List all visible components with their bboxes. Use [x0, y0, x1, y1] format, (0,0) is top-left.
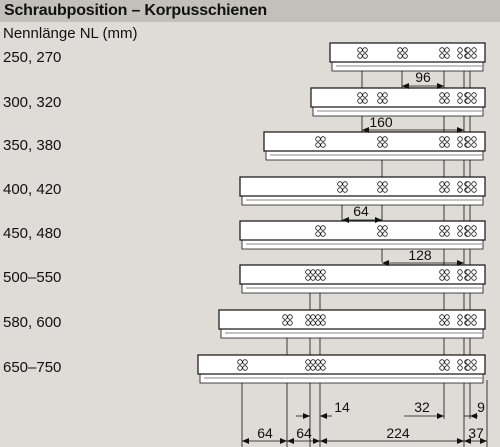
- screw-hole: [306, 315, 311, 320]
- screw-hole: [383, 226, 388, 231]
- screw-hole: [316, 315, 321, 320]
- screw-hole: [472, 276, 477, 281]
- dim-9: 9: [477, 399, 485, 415]
- dim-37: 37: [468, 425, 484, 441]
- screw-hole: [466, 143, 471, 148]
- screw-hole: [383, 93, 388, 98]
- screw-hole: [458, 143, 463, 148]
- screw-hole: [445, 321, 450, 326]
- screw-hole: [440, 226, 445, 231]
- screw-hole: [466, 226, 471, 231]
- screw-hole: [458, 321, 463, 326]
- screw-hole: [445, 54, 450, 59]
- screw-hole: [306, 360, 311, 365]
- bottom-dimension-lines: [242, 416, 487, 441]
- screw-hole: [472, 188, 477, 193]
- screw-hole: [316, 270, 321, 275]
- screw-hole: [358, 48, 363, 53]
- screw-hole: [383, 232, 388, 237]
- screw-hole: [466, 315, 471, 320]
- screw-hole: [316, 276, 321, 281]
- screw-hole: [472, 182, 477, 187]
- screw-hole: [378, 188, 383, 193]
- screw-hole: [440, 143, 445, 148]
- screw-hole: [316, 226, 321, 231]
- screw-hole: [472, 226, 477, 231]
- row-label-6: 500–550: [3, 269, 62, 286]
- screw-hole: [321, 321, 326, 326]
- screw-hole: [378, 143, 383, 148]
- screw-hole: [445, 232, 450, 237]
- dim-32: 32: [414, 399, 430, 415]
- screw-hole: [458, 226, 463, 231]
- screw-hole: [440, 188, 445, 193]
- screw-hole: [445, 270, 450, 275]
- screw-hole: [363, 99, 368, 104]
- screw-hole: [321, 276, 326, 281]
- screw-hole: [466, 276, 471, 281]
- screw-hole: [445, 366, 450, 371]
- screw-hole: [445, 48, 450, 53]
- screw-hole: [306, 321, 311, 326]
- screw-hole: [306, 270, 311, 275]
- screw-hole: [440, 270, 445, 275]
- screw-hole: [440, 360, 445, 365]
- screw-hole: [316, 360, 321, 365]
- screw-hole: [440, 315, 445, 320]
- screw-hole: [472, 232, 477, 237]
- screw-hole: [343, 188, 348, 193]
- screw-hole: [338, 182, 343, 187]
- screw-hole: [458, 315, 463, 320]
- screw-hole: [445, 182, 450, 187]
- screw-hole: [466, 321, 471, 326]
- dim-64-b: 64: [296, 425, 312, 441]
- screw-hole: [311, 270, 316, 275]
- screw-hole: [472, 99, 477, 104]
- screw-hole: [378, 93, 383, 98]
- row-label-2: 300, 320: [3, 94, 62, 111]
- page-title: Schraubposition – Korpusschienen: [4, 2, 267, 19]
- screw-hole: [445, 360, 450, 365]
- screw-hole: [458, 270, 463, 275]
- screw-hole: [306, 366, 311, 371]
- screw-hole: [472, 315, 477, 320]
- screw-hole: [288, 321, 293, 326]
- screw-hole: [378, 99, 383, 104]
- screw-hole: [458, 48, 463, 53]
- screw-hole: [458, 360, 463, 365]
- screw-hole: [466, 137, 471, 142]
- screw-hole: [238, 366, 243, 371]
- screw-hole: [343, 182, 348, 187]
- screw-hole: [466, 366, 471, 371]
- row-label-7: 580, 600: [3, 314, 62, 331]
- screw-hole: [311, 315, 316, 320]
- screw-hole: [358, 54, 363, 59]
- screw-hole: [466, 99, 471, 104]
- screw-hole: [472, 54, 477, 59]
- screw-hole: [466, 48, 471, 53]
- screw-hole: [358, 93, 363, 98]
- screw-hole: [243, 360, 248, 365]
- screw-hole: [472, 143, 477, 148]
- screw-hole: [458, 276, 463, 281]
- screw-hole: [283, 315, 288, 320]
- screw-hole: [466, 360, 471, 365]
- screw-hole: [311, 360, 316, 365]
- screw-hole: [445, 137, 450, 142]
- screw-hole: [466, 93, 471, 98]
- screw-hole: [440, 99, 445, 104]
- screw-hole: [378, 232, 383, 237]
- screw-hole: [445, 315, 450, 320]
- screw-hole: [472, 137, 477, 142]
- screw-hole: [383, 143, 388, 148]
- screw-hole: [311, 276, 316, 281]
- axis-caption: Nennlänge NL (mm): [3, 25, 138, 42]
- screw-hole: [440, 54, 445, 59]
- screw-hole: [472, 93, 477, 98]
- row-label-4: 400, 420: [3, 181, 62, 198]
- screw-hole: [383, 137, 388, 142]
- screw-hole: [403, 54, 408, 59]
- screw-hole: [440, 48, 445, 53]
- screw-hole: [440, 276, 445, 281]
- screw-hole: [321, 270, 326, 275]
- screw-hole: [440, 232, 445, 237]
- screw-hole: [458, 99, 463, 104]
- screw-hole: [321, 232, 326, 237]
- screw-hole: [445, 276, 450, 281]
- screw-hole: [383, 188, 388, 193]
- screw-hole: [445, 188, 450, 193]
- screw-hole: [466, 54, 471, 59]
- screw-hole: [472, 360, 477, 365]
- screw-hole: [458, 182, 463, 187]
- screw-hole: [445, 99, 450, 104]
- screw-hole: [338, 188, 343, 193]
- screw-hole: [283, 321, 288, 326]
- screw-hole: [321, 143, 326, 148]
- screw-hole: [311, 366, 316, 371]
- screw-hole: [243, 366, 248, 371]
- screw-hole: [316, 321, 321, 326]
- screw-hole: [363, 93, 368, 98]
- screw-hole: [440, 93, 445, 98]
- screw-hole: [316, 137, 321, 142]
- screw-hole: [458, 232, 463, 237]
- screw-hole: [316, 143, 321, 148]
- dim-64-row: 64: [353, 203, 369, 219]
- row-label-1: 250, 270: [3, 49, 62, 66]
- screw-hole: [445, 226, 450, 231]
- screw-hole: [472, 270, 477, 275]
- dim-96: 96: [415, 69, 431, 85]
- screw-hole: [321, 315, 326, 320]
- screw-hole: [398, 54, 403, 59]
- screw-hole: [445, 143, 450, 148]
- row-label-3: 350, 380: [3, 137, 62, 154]
- screw-hole: [466, 182, 471, 187]
- dim-128: 128: [408, 247, 432, 263]
- screw-hole: [472, 48, 477, 53]
- screw-hole: [440, 366, 445, 371]
- screw-hole: [458, 188, 463, 193]
- screw-hole: [378, 137, 383, 142]
- screw-hole: [458, 93, 463, 98]
- screw-hole: [321, 226, 326, 231]
- screw-hole: [458, 137, 463, 142]
- screw-hole: [306, 276, 311, 281]
- dim-160: 160: [369, 114, 393, 130]
- screw-hole: [466, 232, 471, 237]
- screw-hole: [321, 366, 326, 371]
- screw-hole: [363, 48, 368, 53]
- screw-hole: [458, 366, 463, 371]
- screw-hole: [440, 182, 445, 187]
- screw-hole: [358, 99, 363, 104]
- screw-hole: [363, 54, 368, 59]
- row-label-5: 450, 480: [3, 225, 62, 242]
- dim-14: 14: [334, 399, 350, 415]
- screw-hole: [458, 54, 463, 59]
- row-label-8: 650–750: [3, 359, 62, 376]
- screw-hole: [288, 315, 293, 320]
- screw-hole: [321, 360, 326, 365]
- rail-row-3: [264, 132, 485, 160]
- screw-hole: [321, 137, 326, 142]
- screw-hole: [238, 360, 243, 365]
- screw-hole: [445, 93, 450, 98]
- screw-hole: [466, 270, 471, 275]
- screw-hole: [472, 321, 477, 326]
- screw-hole: [440, 137, 445, 142]
- screw-hole: [440, 321, 445, 326]
- dim-64-a: 64: [257, 425, 273, 441]
- screw-hole: [316, 366, 321, 371]
- screw-hole: [398, 48, 403, 53]
- screw-hole: [472, 366, 477, 371]
- dim-224: 224: [386, 425, 410, 441]
- screw-hole: [378, 226, 383, 231]
- screw-hole: [316, 232, 321, 237]
- screw-hole: [383, 99, 388, 104]
- screw-hole: [403, 48, 408, 53]
- screw-hole: [311, 321, 316, 326]
- screw-hole: [466, 188, 471, 193]
- screw-hole: [383, 182, 388, 187]
- screw-hole: [378, 182, 383, 187]
